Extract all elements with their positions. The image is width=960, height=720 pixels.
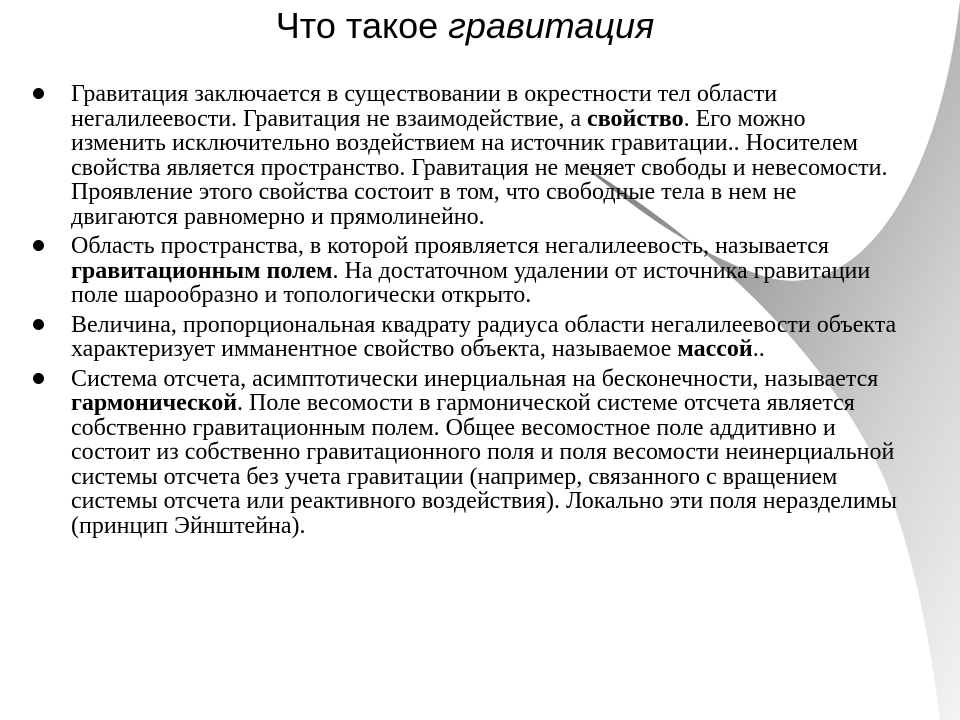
title-emphasis: гравитация: [448, 5, 655, 46]
bullet-text: ..: [752, 336, 765, 362]
bullet-dot-icon: [33, 373, 44, 384]
bullet-text: . На достаточном удалении от источника гравитации поле шарообразно и топологически открыто.: [71, 257, 871, 308]
bullet-term: свойство: [587, 105, 684, 132]
bullet-dot-icon: [33, 319, 44, 330]
bullet-text: . Поле весомости в гармонической системе отсчета является собственно гравитационным полем. Общее весомостное поле аддитивно и состоит из собственно гравитационного поля и поля весомости неинерциальной системы отсчета без учета гравитации (например, связанного с вращением системы отсчета или реактивного воздействия). Локально эти поля неразделимы (принцип Эйнштейна).: [71, 390, 897, 539]
title-plain: Что такое: [275, 5, 449, 46]
bullet-dot-icon: [33, 240, 44, 251]
bullet-text: Гравитация заключается в существовании в окрестности тел области негалилеевости. Гравитация не взаимодействие, а: [71, 81, 778, 132]
bullet-item-3: [0, 313, 900, 362]
bullet-term: гармонической: [71, 390, 238, 416]
bullet-list: [0, 82, 900, 543]
slide-title: [0, 6, 930, 46]
bullet-term: массой: [677, 336, 753, 362]
bullet-item-4: [0, 367, 900, 539]
bullet-item-2: [0, 234, 900, 308]
bullet-text: Система отсчета, асимптотически инерциальная на бесконечности, называется: [71, 365, 879, 392]
bullet-text: . Его можно изменить исключительно воздействием на источник гравитации.. Носителем свойства является пространство. Гравитация не меняет свободы и невесомости. Проявление этого свойства состоит в том, что свободные тела в нем не двигаются равномерно и прямолинейно.: [71, 105, 888, 230]
bullet-text: Область пространства, в которой проявляется негалилеевость, называется: [71, 233, 829, 259]
bullet-item-1: [0, 82, 900, 229]
bullet-dot-icon: [33, 88, 44, 99]
bullet-text: Величина, пропорциональная квадрату радиуса области негалилеевости объекта характеризует имманентное свойство объекта, называемое: [71, 311, 897, 362]
bullet-term: гравитационным полем: [71, 257, 333, 284]
